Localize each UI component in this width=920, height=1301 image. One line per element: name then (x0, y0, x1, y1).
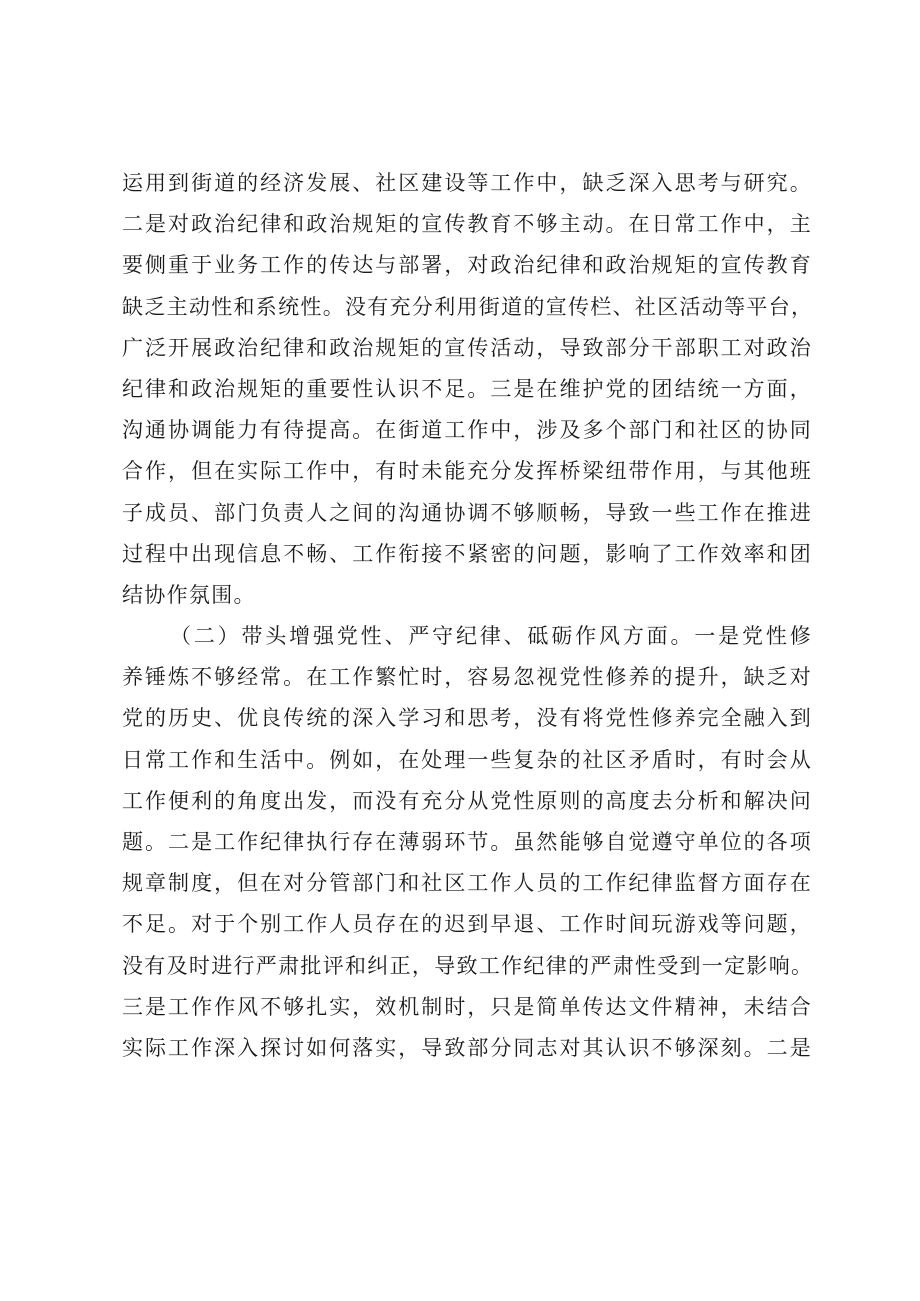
paragraph-line: 子成员、部门负责人之间的沟通协调不够顺畅，导致一些工作在推进 (122, 500, 812, 525)
paragraph-line: 沟通协调能力有待提高。在街道工作中，涉及多个部门和社区的协同 (122, 418, 812, 443)
paragraph-line: 党的历史、优良传统的深入学习和思考，没有将党性修养完全融入到 (122, 706, 812, 731)
paragraph-line: 广泛开展政治纪律和政治规矩的宣传活动，导致部分干部职工对政治 (122, 335, 812, 360)
paragraph-line: 不足。对于个别工作人员存在的迟到早退、工作时间玩游戏等问题， (122, 912, 812, 937)
paragraph-line: 过程中出现信息不畅、工作衔接不紧密的问题，影响了工作效率和团 (122, 541, 812, 566)
paragraph-line: 题。二是工作纪律执行存在薄弱环节。虽然能够自觉遵守单位的各项 (122, 830, 812, 854)
paragraph-line: 没有及时进行严肃批评和纠正，导致工作纪律的严肃性受到一定影响。 (122, 953, 814, 978)
paragraph-line: 实际工作深入探讨如何落实，导致部分同志对其认识不够深刻。二是 (122, 1035, 812, 1060)
paragraph-line: 合作，但在实际工作中，有时未能充分发挥桥梁纽带作用，与其他班 (122, 459, 812, 484)
paragraph-line: 规章制度，但在对分管部门和社区工作人员的工作纪律监督方面存在 (122, 871, 812, 896)
paragraph-2 (122, 616, 812, 1069)
paragraph-line: 运用到街道的经济发展、社区建设等工作中，缺乏深入思考与研究。 (122, 171, 812, 195)
paragraph-line: 二是对政治纪律和政治规矩的宣传教育不够主动。在日常工作中，主 (122, 212, 812, 237)
document-body (122, 163, 812, 1069)
paragraph-line: 日常工作和生活中。例如，在处理一些复杂的社区矛盾时，有时会从 (122, 747, 812, 772)
paragraph-line: 缺乏主动性和系统性。没有充分利用街道的宣传栏、社区活动等平台， (122, 294, 814, 319)
paragraph-line: 要侧重于业务工作的传达与部署，对政治纪律和政治规矩的宣传教育 (122, 253, 812, 278)
paragraph-line: 工作便利的角度出发，而没有充分从党性原则的高度去分析和解决问 (122, 788, 812, 813)
paragraph-1 (122, 163, 812, 616)
paragraph-line: 结协作氛围。 (122, 582, 256, 607)
paragraph-line: 三是工作作风不够扎实，效机制时，只是简单传达文件精神，未结合 (122, 994, 812, 1019)
paragraph-line: （二）带头增强党性、严守纪律、砥砺作风方面。一是党性修 (170, 624, 812, 649)
paragraph-line: 养锤炼不够经常。在工作繁忙时，容易忽视党性修养的提升，缺乏对 (122, 665, 812, 690)
paragraph-line: 纪律和政治规矩的重要性认识不足。三是在维护党的团结统一方面， (122, 376, 812, 401)
